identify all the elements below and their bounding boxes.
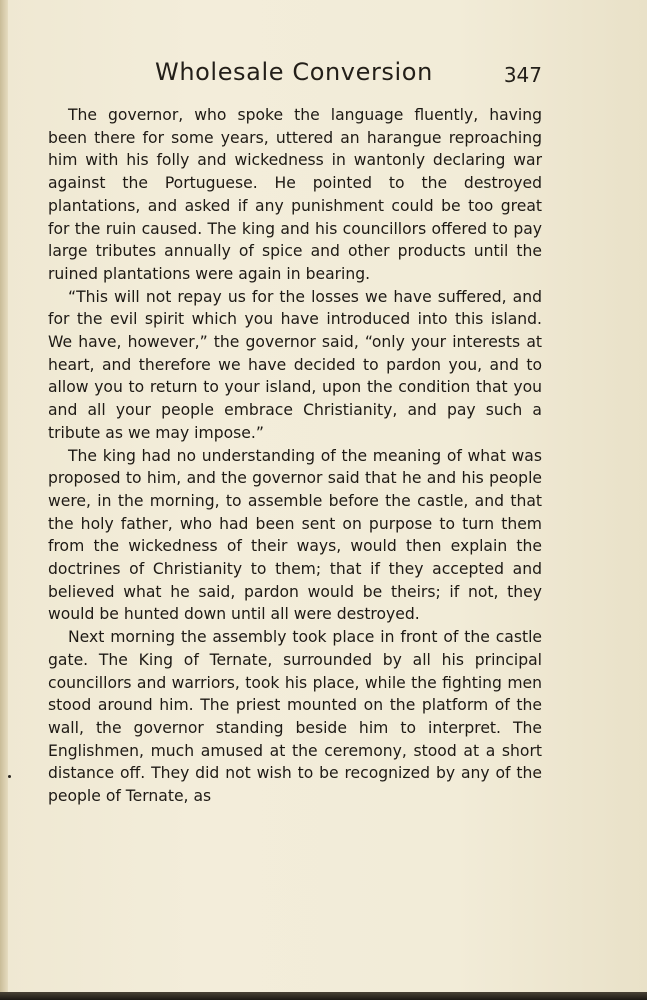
running-title: Wholesale Conversion [155,58,433,86]
page-gutter-shadow [0,0,8,1000]
body-text [48,104,542,808]
margin-speck [8,775,11,778]
page-bottom-edge [0,992,647,1000]
page-header [50,58,542,98]
paragraph-1: The governor, who spoke the language fluently, having been there for some years, uttered an harangue reproaching him with his folly and wickedness in wantonly declaring war against the Portuguese. He pointed to the destroyed plantations, and asked if any punishment could be too great for the ruin caused. The king and his councillors offered to pay large tributes annually of spice and other products until the ruined plantations were again in bearing. [48,106,542,283]
paragraph-3: The king had no understanding of the meaning of what was proposed to him, and the governor said that he and his people were, in the morning, to assemble before the castle, and that the holy father, who had been sent on purpose to turn them from the wickedness of their ways, would then explain the doctrines of Christianity to them; that if they accepted and believed what he said, pardon would be theirs; if not, they would be hunted down until all were destroyed. [48,446,542,624]
paragraph-4: Next morning the assembly took place in front of the castle gate. The King of Ternate, surrounded by all his principal councillors and warriors, took his place, while the fighting men stood around him. The priest mounted on the platform of the wall, the governor standing beside him to interpret. The Englishmen, much amused at the ceremony, stood at a short distance off. They did not wish to be recognized by any of the people of Ternate, as [48,628,542,806]
page-number: 347 [503,63,542,87]
paragraph-2: “This will not repay us for the losses we have suffered, and for the evil spirit which you have introduced into this island. We have, however,” the governor said, “only your interests at heart, and therefore we have decided to pardon you, and to allow you to return to your island, upon the condition that you and all your people embrace Christianity, and pay such a tribute as we may impose.” [48,287,542,442]
